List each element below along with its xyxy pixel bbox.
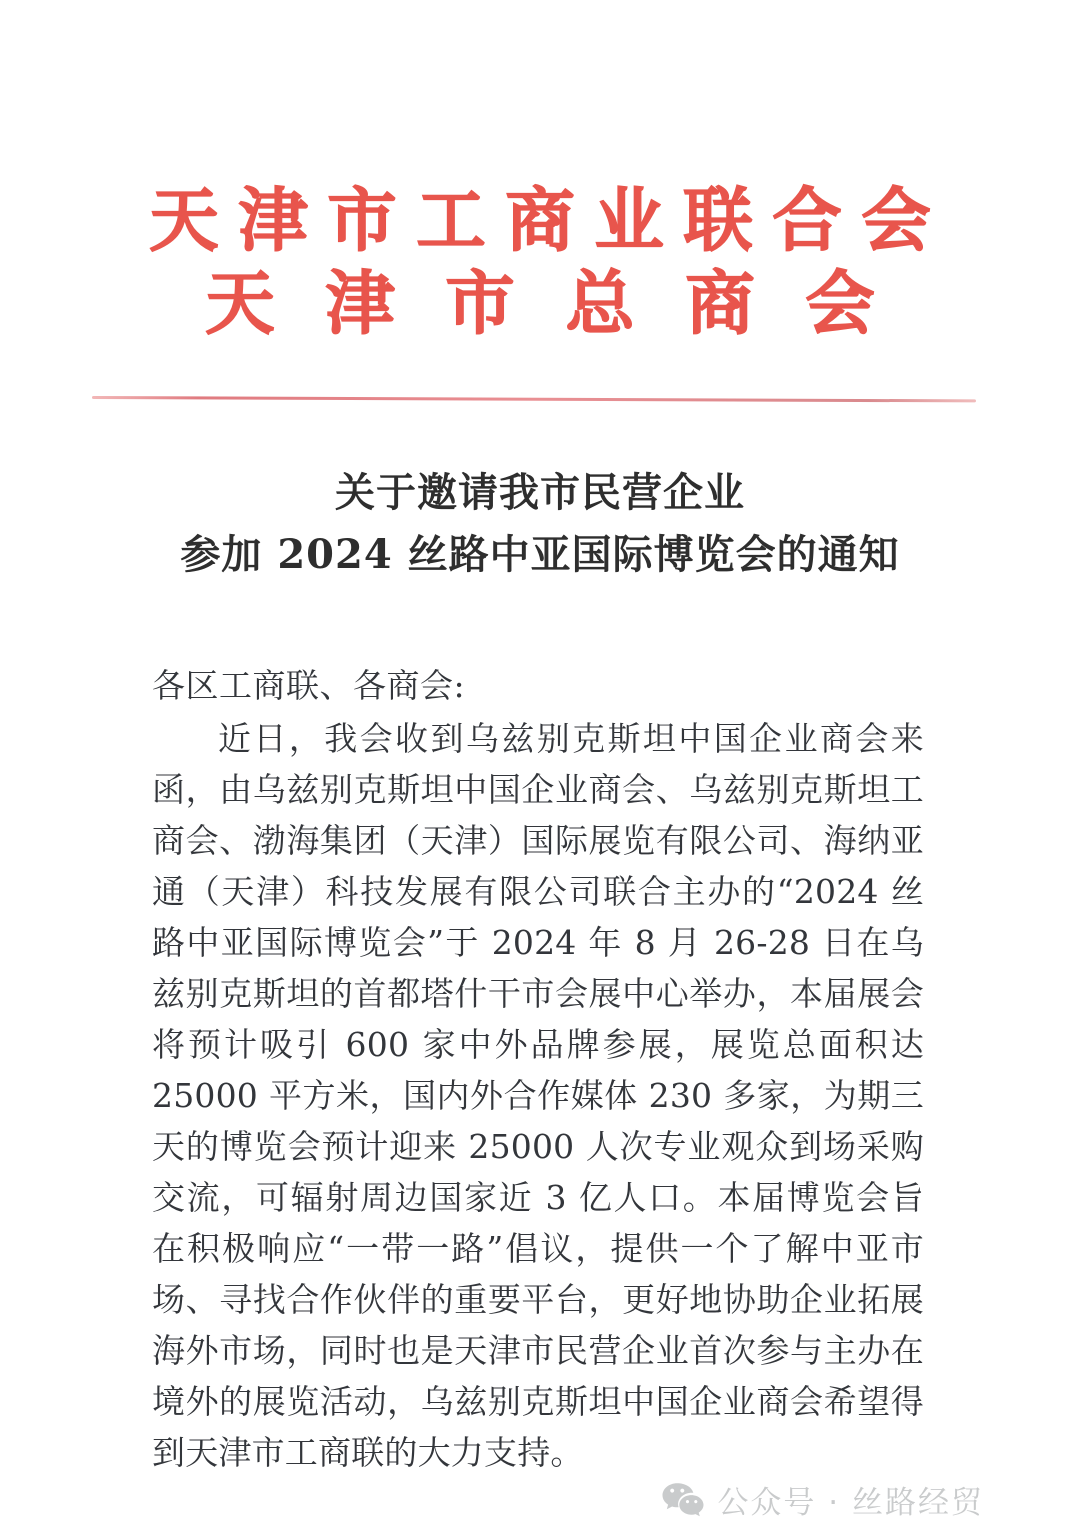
salutation: 各区工商联、各商会: bbox=[152, 666, 466, 705]
letterhead bbox=[0, 180, 1080, 344]
watermark bbox=[662, 1477, 984, 1522]
wechat-icon bbox=[662, 1482, 704, 1518]
letterhead-line-secondary: 天津市总商会 bbox=[205, 263, 926, 344]
page-title bbox=[0, 462, 1080, 586]
document-body bbox=[152, 660, 924, 1511]
letterhead-divider-rule bbox=[92, 396, 976, 402]
page-title-line-1: 关于邀请我市民营企业 bbox=[335, 469, 745, 516]
body-paragraph: 近日，我会收到乌兹别克斯坦中国企业商会来函，由乌兹别克斯坦中国企业商会、乌兹别克斯坦工商会、渤海集团（天津）国际展览有限公司、海纳亚通（天津）科技发展有限公司联合主办的“2024 丝路中亚国际博览会”于 2024 年 8 月 26-28 日在乌兹别克斯坦的首都塔什干市会展中心举办，本届展会将预计吸引 600 家中外品牌参展，展览总面积达 25000 平方米，国内外合作媒体 230 多家，为期三天的博览会预计迎来 25000 人次专业观众到场采购交流，可辐射周边国家近 3 亿人口。本届博览会旨在积极响应“一带一路”倡议，提供一个了解中亚市场、寻找合作伙伴的重要平台，更好地协助企业拓展海外市场，同时也是天津市民营企业首次参与主办在境外的展览活动，乌兹别克斯坦中国企业商会希望得到天津市工商联的大力支持。 bbox=[152, 719, 924, 1472]
page-title-line-2: 参加 2024 丝路中亚国际博览会的通知 bbox=[180, 531, 900, 578]
watermark-label: 公众号 · 丝路经贸 bbox=[717, 1485, 984, 1521]
letterhead-line-primary: 天津市工商业联合会 bbox=[149, 180, 951, 261]
